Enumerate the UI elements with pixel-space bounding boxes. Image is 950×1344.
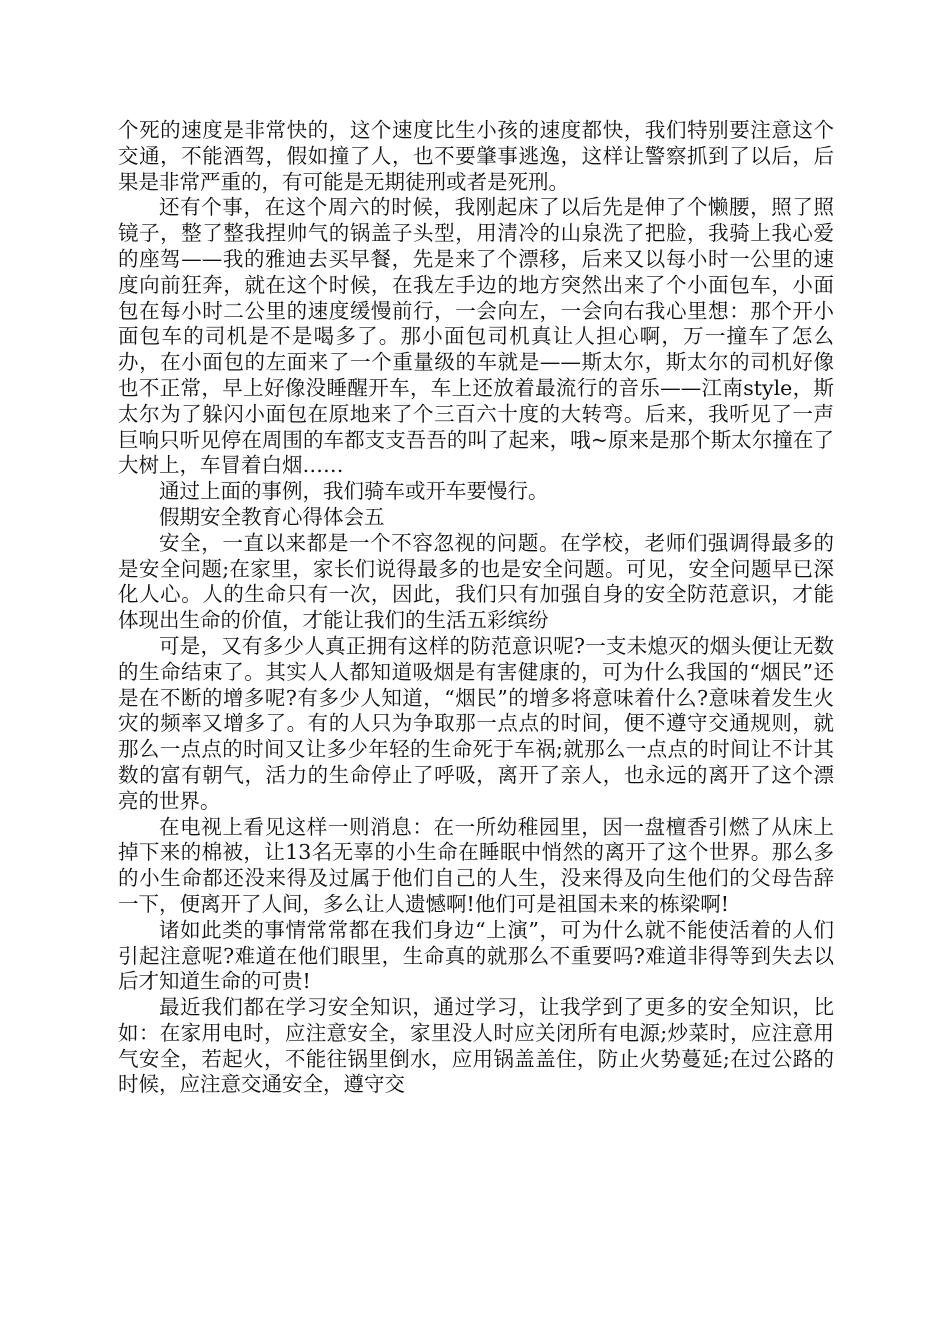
paragraph: 在电视上看见这样一则消息：在一所幼稚园里，因一盘檀香引燃了从床上掉下来的棉被，让13名无辜的小生命在睡眠中悄然的离开了这个世界。那么多的小生命都还没来得及过属于他们自己的人生，没来得及向生他们的父母告辞一下，便离开了人间，多么让人遗憾啊!他们可是祖国未来的栋梁啊! xyxy=(118,814,834,916)
paragraph: 诸如此类的事情常常都在我们身边“上演”，可为什么就不能使活着的人们引起注意呢?难道在他们眼里，生命真的就那么不重要吗?难道非得等到失去以后才知道生命的可贵! xyxy=(118,917,834,994)
paragraph: 安全，一直以来都是一个不容忽视的问题。在学校，老师们强调得最多的是安全问题;在家里，家长们说得最多的也是安全问题。可见，安全问题早已深化人心。人的生命只有一次，因此，我们只有加强自身的安全防范意识，才能体现出生命的价值，才能让我们的生活五彩缤纷 xyxy=(118,530,834,633)
paragraph: 通过上面的事例，我们骑车或开车要慢行。 xyxy=(159,479,549,504)
paragraph: 还有个事，在这个周六的时候，我刚起床了以后先是伸了个懒腰，照了照镜子，整了整我捏帅气的锅盖子头型，用清冷的山泉洗了把脸，我骑上我心爱的座驾——我的雅迪去买早餐，先是来了个漂移，后来又以每小时一公里的速度向前狂奔，就在这个时候，在我左手边的地方突然出来了个小面包车，小面包在每小时二公里的速度缓慢前行，一会向左，一会向右我心里想：那个开小面包车的司机是不是喝多了。那小面包司机真让人担心啊，万一撞车了怎么办，在小面包的左面来了一个重量级的车就是——斯太尔，斯太尔的司机好像也不正常，早上好像没睡醒开车，车上还放着最流行的音乐——江南style，斯太尔为了躲闪小面包在原地来了个三百六十度的大转弯。后来，我听见了一声巨响只听见停在周围的车都支支吾吾的叫了起来，哦~原来是那个斯太尔撞在了大树上，车冒着白烟…… xyxy=(118,195,834,478)
paragraph: 个死的速度是非常快的，这个速度比生小孩的速度都快，我们特别要注意这个交通，不能酒驾，假如撞了人，也不要肇事逃逸，这样让警察抓到了以后，后果是非常严重的，有可能是无期徒刑或者是死刑。 xyxy=(118,118,834,194)
section-heading: 假期安全教育心得体会五 xyxy=(159,504,385,529)
paragraph: 可是，又有多少人真正拥有这样的防范意识呢?一支未熄灭的烟头便让无数的生命结束了。其实人人都知道吸烟是有害健康的，可为什么我国的“烟民”还是在不断的增多呢?有多少人知道，“烟民”的增多将意味着什么?意味着发生火灾的频率又增多了。有的人只为争取那一点点的时间，便不遵守交通规则，就那么一点点的时间又让多少年轻的生命死于车祸;就那么一点点的时间让不计其数的富有朝气，活力的生命停止了呼吸，离开了亲人，也永远的离开了这个漂亮的世界。 xyxy=(118,633,834,813)
paragraph: 最近我们都在学习安全知识，通过学习，让我学到了更多的安全知识，比如：在家用电时，应注意安全，家里没人时应关闭所有电源;炒菜时，应注意用气安全，若起火，不能往锅里倒水，应用锅盖盖住，防止火势蔓延;在过公路的时候，应注意交通安全，遵守交 xyxy=(118,995,834,1097)
document-body xyxy=(118,118,834,1098)
